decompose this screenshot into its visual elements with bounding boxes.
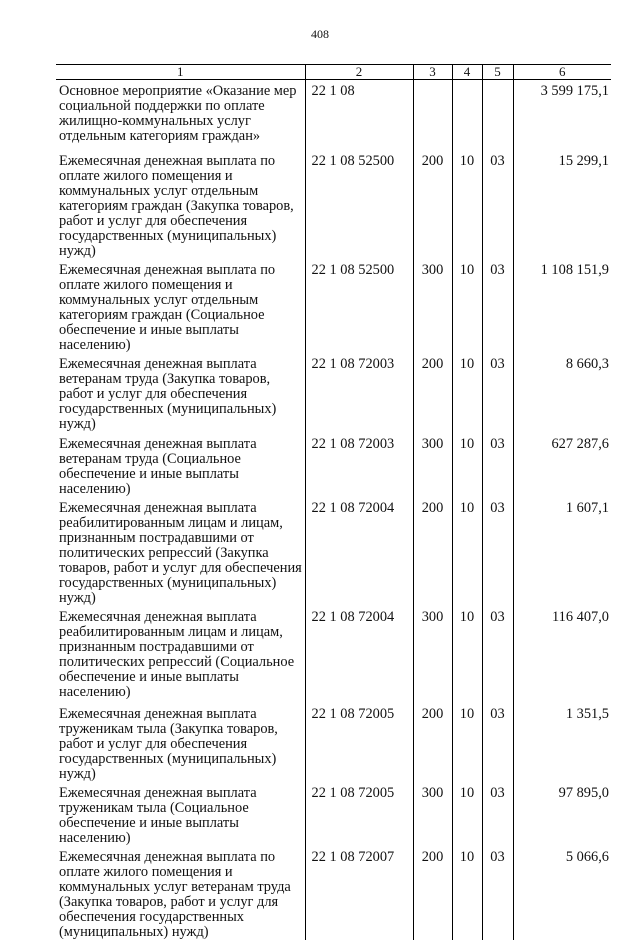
budget-table — [56, 64, 611, 940]
row-name: Ежемесячная денежная выплата ветеранам труда (Закупка товаров, работ и услуг для обеспечения государственных (муниципальных) нужд) — [59, 356, 277, 432]
row-code: 22 1 08 72004 — [305, 606, 413, 703]
row-code: 22 1 08 — [305, 80, 413, 151]
row-subsection: 03 — [482, 353, 513, 433]
table-row — [56, 433, 611, 497]
row-expense-type: 300 — [413, 782, 452, 846]
row-code: 22 1 08 52500 — [305, 150, 413, 259]
header-col-2: 2 — [305, 65, 413, 80]
row-code: 22 1 08 72005 — [305, 703, 413, 782]
row-name: Ежемесячная денежная выплата труженикам тыла (Социальное обеспечение и иные выплаты населению) — [59, 785, 257, 846]
row-section: 10 — [452, 150, 482, 259]
header-col-3: 3 — [413, 65, 452, 80]
row-subsection — [482, 80, 513, 151]
row-section: 10 — [452, 782, 482, 846]
row-amount: 1 108 151,9 — [513, 259, 611, 353]
row-amount: 5 066,6 — [513, 846, 611, 940]
row-subsection: 03 — [482, 433, 513, 497]
table-row — [56, 497, 611, 606]
row-code: 22 1 08 72005 — [305, 782, 413, 846]
row-section — [452, 80, 482, 151]
row-expense-type: 200 — [413, 846, 452, 940]
row-subsection: 03 — [482, 703, 513, 782]
row-subsection: 03 — [482, 497, 513, 606]
row-expense-type: 300 — [413, 433, 452, 497]
row-expense-type: 300 — [413, 606, 452, 703]
row-name: Ежемесячная денежная выплата реабилитированным лицам и лицам, признанным пострадавшими от политических репрессий (Социальное обеспечение и иные выплаты населению) — [59, 609, 295, 700]
table-row — [56, 353, 611, 433]
row-name: Ежемесячная денежная выплата по оплате жилого помещения и коммунальных услуг ветеранам труда (Закупка товаров, работ и услуг для обеспечения государственных (муниципальных) нужд) — [59, 849, 291, 940]
row-expense-type: 200 — [413, 353, 452, 433]
row-expense-type: 200 — [413, 150, 452, 259]
table-row — [56, 703, 611, 782]
table-row — [56, 782, 611, 846]
row-amount: 1 351,5 — [513, 703, 611, 782]
row-amount: 1 607,1 — [513, 497, 611, 606]
header-col-4: 4 — [452, 65, 482, 80]
row-amount: 627 287,6 — [513, 433, 611, 497]
header-col-6: 6 — [513, 65, 611, 80]
row-section: 10 — [452, 703, 482, 782]
row-name: Основное мероприятие «Оказание мер социальной поддержки по оплате жилищно-коммунальных услуг отдельным категориям граждан» — [59, 83, 297, 144]
row-name: Ежемесячная денежная выплата ветеранам труда (Социальное обеспечение и иные выплаты населению) — [59, 436, 257, 497]
row-expense-type: 200 — [413, 703, 452, 782]
row-name: Ежемесячная денежная выплата реабилитированным лицам и лицам, признанным пострадавшими от политических репрессий (Закупка товаров, работ и услуг для обеспечения государственных (муниципальных) нужд) — [59, 500, 302, 606]
row-expense-type: 300 — [413, 259, 452, 353]
row-amount: 8 660,3 — [513, 353, 611, 433]
page-number: 408 — [311, 27, 329, 41]
row-subsection: 03 — [482, 846, 513, 940]
table-row — [56, 606, 611, 703]
header-col-5: 5 — [482, 65, 513, 80]
row-subsection: 03 — [482, 782, 513, 846]
row-subsection: 03 — [482, 606, 513, 703]
row-amount: 15 299,1 — [513, 150, 611, 259]
header-col-1: 1 — [56, 65, 305, 80]
row-expense-type: 200 — [413, 497, 452, 606]
row-amount: 116 407,0 — [513, 606, 611, 703]
row-code: 22 1 08 72007 — [305, 846, 413, 940]
row-name: Ежемесячная денежная выплата по оплате жилого помещения и коммунальных услуг отдельным категориям граждан (Социальное обеспечение и иные выплаты населению) — [59, 262, 276, 353]
row-code: 22 1 08 52500 — [305, 259, 413, 353]
row-section: 10 — [452, 846, 482, 940]
row-amount: 3 599 175,1 — [513, 80, 611, 151]
table-header-row — [56, 65, 611, 80]
table-row — [56, 150, 611, 259]
row-section: 10 — [452, 606, 482, 703]
row-section: 10 — [452, 433, 482, 497]
row-code: 22 1 08 72004 — [305, 497, 413, 606]
row-name: Ежемесячная денежная выплата труженикам тыла (Закупка товаров, работ и услуг для обеспечения государственных (муниципальных) нужд) — [59, 706, 278, 782]
table-row — [56, 846, 611, 940]
row-code: 22 1 08 72003 — [305, 433, 413, 497]
row-name: Ежемесячная денежная выплата по оплате жилого помещения и коммунальных услуг отдельным категориям граждан (Закупка товаров, работ и услуг для обеспечения государственных (муниципальных) нужд) — [59, 153, 294, 259]
row-amount: 97 895,0 — [513, 782, 611, 846]
row-section: 10 — [452, 353, 482, 433]
row-subsection: 03 — [482, 259, 513, 353]
row-code: 22 1 08 72003 — [305, 353, 413, 433]
row-section: 10 — [452, 259, 482, 353]
table-row — [56, 80, 611, 151]
row-section: 10 — [452, 497, 482, 606]
row-subsection: 03 — [482, 150, 513, 259]
row-expense-type — [413, 80, 452, 151]
table-row — [56, 259, 611, 353]
